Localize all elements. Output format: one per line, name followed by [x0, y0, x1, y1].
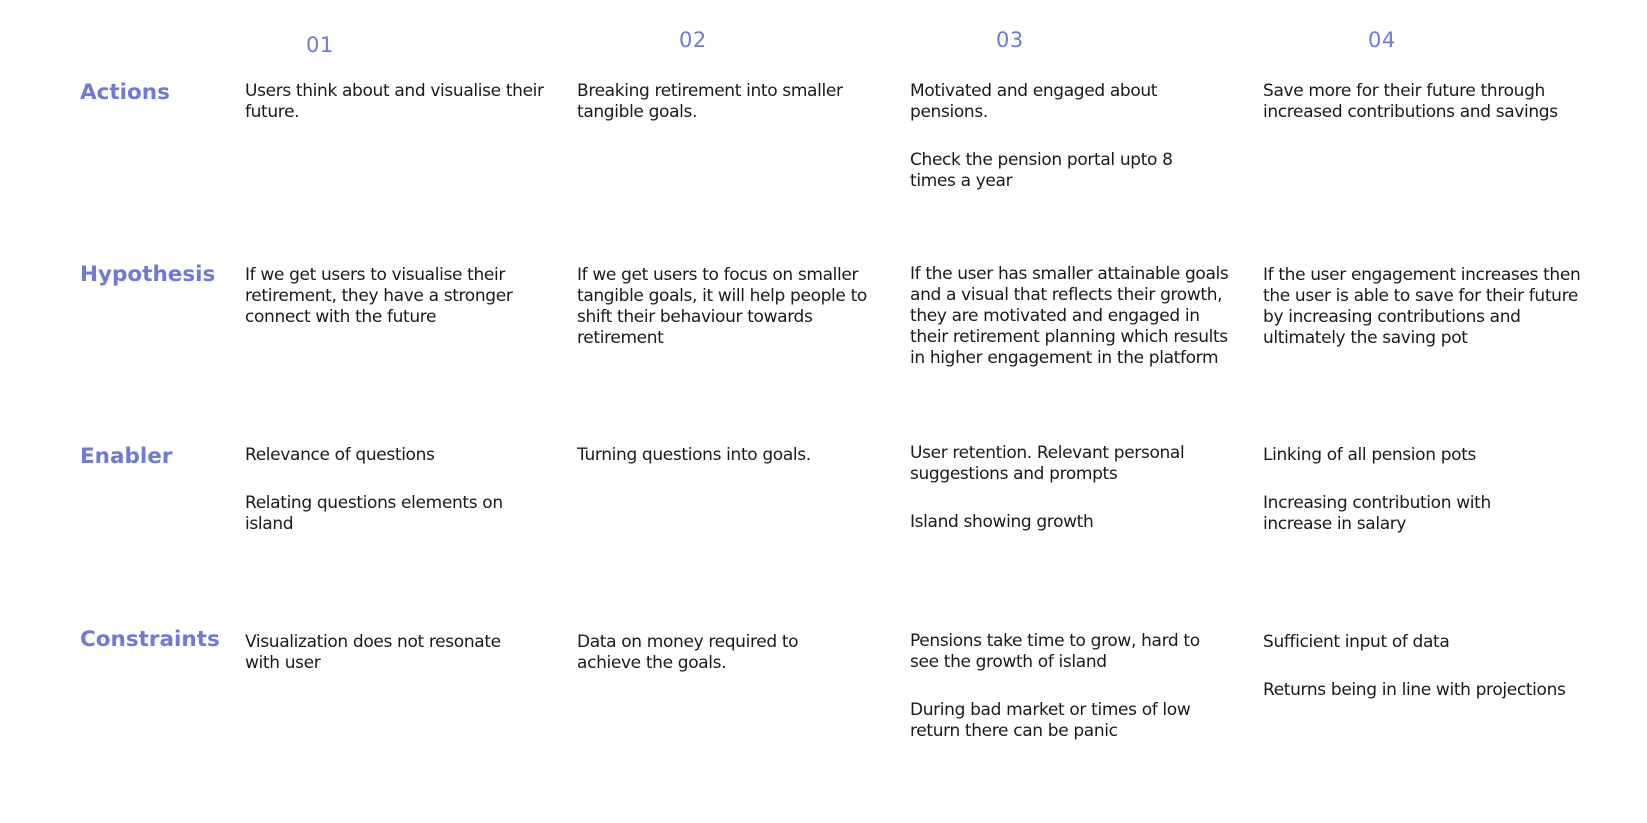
row-label-enabler: Enabler — [80, 444, 173, 469]
cell-text: If we get users to visualise their retirement, they have a stronger connect with the future — [245, 265, 513, 327]
cell-text: Check the pension portal upto 8 times a year — [910, 150, 1173, 191]
cell-text: Relevance of questions — [245, 445, 435, 465]
cell-text: Visualization does not resonate with user — [245, 632, 501, 673]
hypothesis-cell-03 — [910, 264, 1240, 369]
column-number-04: 04 — [1368, 28, 1396, 52]
enabler-cell-04 — [1263, 445, 1553, 535]
enabler-cell-02 — [577, 445, 882, 466]
cell-text: If the user engagement increases then the user is able to save for their future by increasing contributions and ultimately the saving pot — [1263, 265, 1581, 348]
cell-text: Linking of all pension pots — [1263, 445, 1477, 465]
enabler-cell-03 — [910, 443, 1220, 533]
constraints-cell-04 — [1263, 632, 1603, 701]
actions-cell-04 — [1263, 81, 1593, 123]
constraints-cell-03 — [910, 631, 1220, 742]
column-number-02: 02 — [679, 28, 707, 52]
cell-text: Returns being in line with projections — [1263, 680, 1566, 700]
hypothesis-cell-02 — [577, 265, 882, 349]
column-number-03: 03 — [996, 28, 1024, 52]
actions-cell-03 — [910, 81, 1200, 192]
cell-text: Motivated and engaged about pensions. — [910, 81, 1158, 122]
enabler-cell-01 — [245, 445, 535, 535]
cell-text: If the user has smaller attainable goals and a visual that reflects their growth, they are motivated and engaged in their retirement planning which results in higher engagement in the platform — [910, 264, 1229, 368]
cell-text: Save more for their future through increased contributions and savings — [1263, 81, 1558, 122]
constraints-cell-01 — [245, 632, 535, 674]
hypothesis-cell-01 — [245, 265, 545, 328]
actions-cell-01 — [245, 81, 545, 123]
cell-text: Increasing contribution with increase in salary — [1263, 493, 1491, 534]
cell-text: Pensions take time to grow, hard to see the growth of island — [910, 631, 1200, 672]
row-label-actions: Actions — [80, 80, 170, 105]
cell-text: Island showing growth — [910, 512, 1094, 532]
hypothesis-cell-04 — [1263, 265, 1588, 349]
cell-text: Relating questions elements on island — [245, 493, 503, 534]
cell-text: Data on money required to achieve the goals. — [577, 632, 799, 673]
cell-text: Breaking retirement into smaller tangible goals. — [577, 81, 843, 122]
cell-text: Turning questions into goals. — [577, 445, 811, 465]
cell-text: User retention. Relevant personal suggestions and prompts — [910, 443, 1185, 484]
row-label-hypothesis: Hypothesis — [80, 262, 216, 287]
cell-text: Users think about and visualise their future. — [245, 81, 544, 122]
row-label-constraints: Constraints — [80, 627, 220, 652]
column-number-01: 01 — [306, 33, 334, 57]
cell-text: Sufficient input of data — [1263, 632, 1450, 652]
cell-text: If we get users to focus on smaller tangible goals, it will help people to shift their behaviour towards retirement — [577, 265, 867, 348]
cell-text: During bad market or times of low return there can be panic — [910, 700, 1191, 741]
actions-cell-02 — [577, 81, 882, 123]
constraints-cell-02 — [577, 632, 847, 674]
